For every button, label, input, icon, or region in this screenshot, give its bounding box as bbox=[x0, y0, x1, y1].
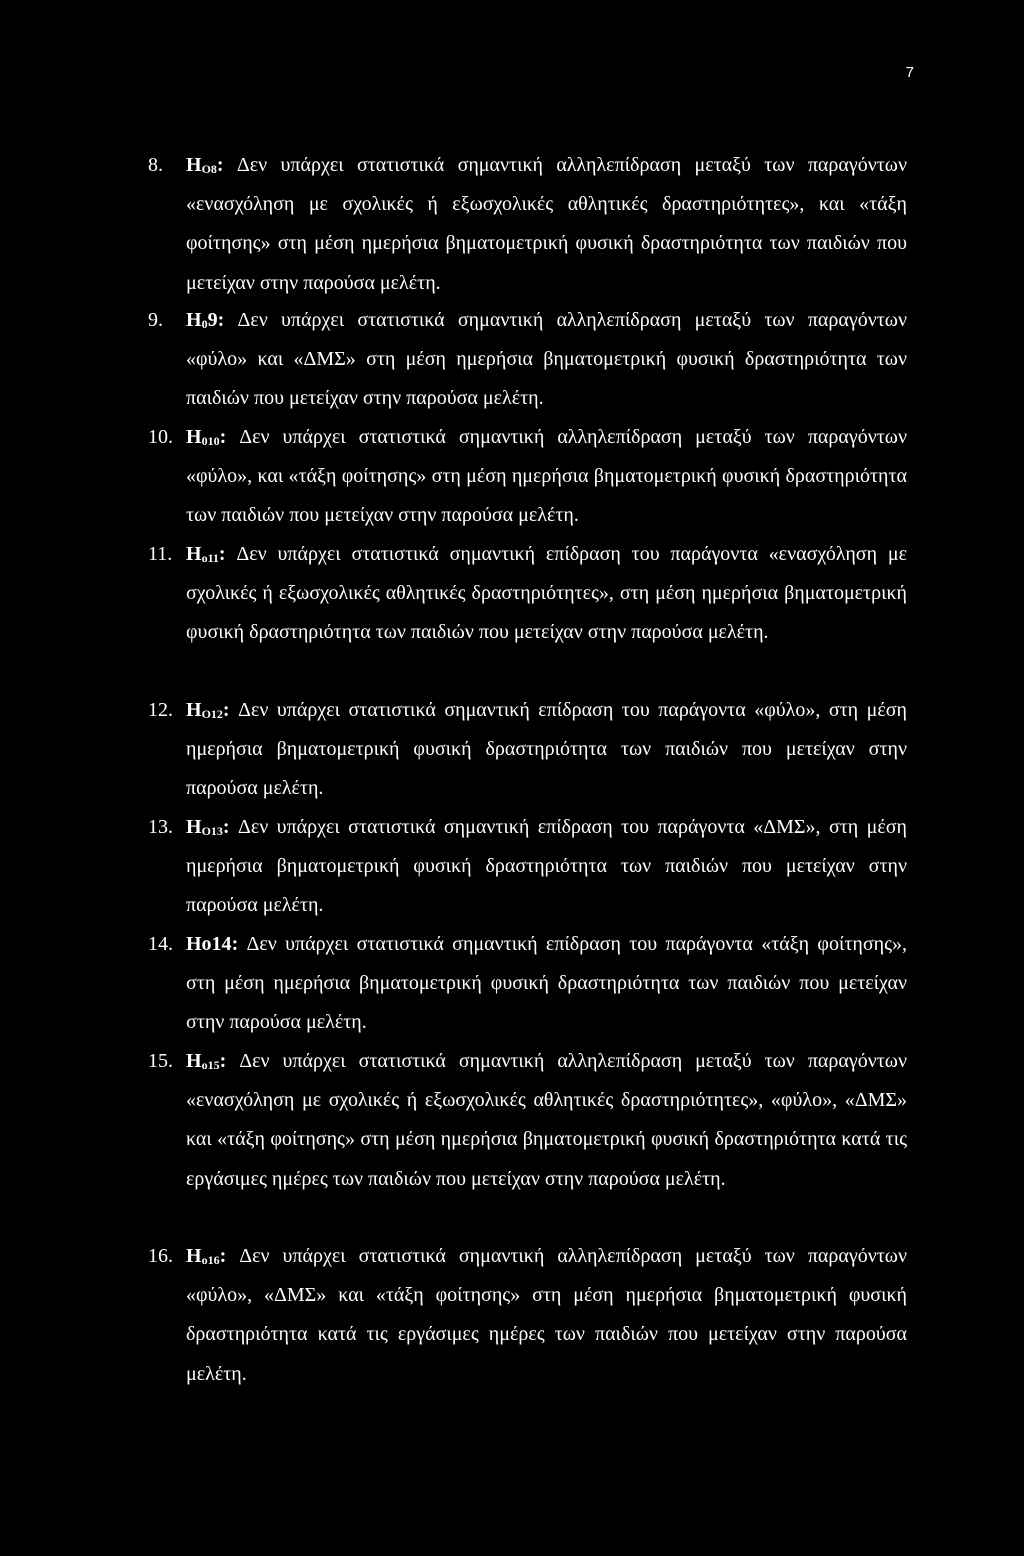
list-item-hypothesis-16 bbox=[148, 1237, 907, 1394]
hypothesis-subscript: O8 bbox=[201, 162, 217, 176]
hypothesis-code: $H_{O8}$: bbox=[186, 154, 224, 176]
hypothesis-subscript: O13 bbox=[201, 824, 223, 838]
hypothesis-text: Δεν υπάρχει στατιστικά σημαντική αλληλεπίδραση μεταξύ των παραγόντων «φύλο» και «ΔΜΣ» στη μέση ημερήσια βηματομετρική φυσική δραστηριότητα των παιδιών που μετείχαν στην παρούσα μελέτη. bbox=[186, 309, 907, 410]
hypothesis-code: $H_09$: bbox=[186, 309, 225, 331]
hypothesis-subscript: o11 bbox=[201, 551, 219, 565]
list-item-text-block bbox=[186, 1042, 907, 1199]
list-item-hypothesis-9 bbox=[148, 301, 907, 419]
list-item-hypothesis-11 bbox=[148, 535, 907, 653]
hypothesis-text: Δεν υπάρχει στατιστικά σημαντική αλληλεπίδραση μεταξύ των παραγόντων «ενασχόληση με σχολικές ή εξωσχολικές αθλητικές δραστηριότητες», και «τάξη φοίτησης» στη μέση ημερήσια βηματομετρική φυσική δραστηριότητα των παιδιών που μετείχαν στην παρούσα μελέτη. bbox=[186, 154, 907, 294]
list-item-text-block bbox=[186, 1237, 907, 1394]
list-item-number: 13. bbox=[148, 816, 173, 838]
hypothesis-code: $H_{O12}$: bbox=[186, 699, 230, 721]
hypothesis-subscript: 010 bbox=[201, 434, 220, 448]
list-item-number: 8. bbox=[148, 154, 163, 176]
hypothesis-code: $H_{O13}$: bbox=[186, 816, 230, 838]
list-item-number: 11. bbox=[148, 543, 173, 565]
hypothesis-code: $H_{o15}$: bbox=[186, 1050, 227, 1072]
list-item-number: 16. bbox=[148, 1245, 173, 1267]
list-item-hypothesis-8 bbox=[148, 146, 907, 303]
hypothesis-code: $H_{o16}$: bbox=[186, 1245, 227, 1267]
hypothesis-text: Δεν υπάρχει στατιστικά σημαντική επίδραση του παράγοντα «φύλο», στη μέση ημερήσια βηματομετρική φυσική δραστηριότητα των παιδιών που μετείχαν στην παρούσα μελέτη. bbox=[186, 699, 907, 800]
list-item-number: 12. bbox=[148, 699, 173, 721]
hypothesis-text: Δεν υπάρχει στατιστικά σημαντική αλληλεπίδραση μεταξύ των παραγόντων «φύλο», «ΔΜΣ» και «τάξη φοίτησης» στη μέση ημερήσια βηματομετρική φυσική δραστηριότητα κατά τις εργάσιμες ημέρες των παιδιών που μετείχαν στην παρούσα μελέτη. bbox=[186, 1245, 907, 1385]
list-item-number: 9. bbox=[148, 309, 163, 331]
hypothesis-text: Δεν υπάρχει στατιστικά σημαντική επίδραση του παράγοντα «ΔΜΣ», στη μέση ημερήσια βηματομετρική φυσική δραστηριότητα των παιδιών που μετείχαν στην παρούσα μελέτη. bbox=[186, 816, 907, 917]
list-item-number: 15. bbox=[148, 1050, 173, 1072]
list-item-text-block bbox=[186, 925, 907, 1043]
hypothesis-text: Δεν υπάρχει στατιστικά σημαντική αλληλεπίδραση μεταξύ των παραγόντων «φύλο», και «τάξη φοίτησης» στη μέση ημερήσια βηματομετρική φυσική δραστηριότητα των παιδιών που μετείχαν στην παρούσα μελέτη. bbox=[186, 426, 907, 527]
list-item-hypothesis-13 bbox=[148, 808, 907, 926]
hypothesis-code: $H_{010}$: bbox=[186, 426, 227, 448]
hypothesis-code: Ho14: bbox=[186, 933, 239, 955]
list-item-text-block bbox=[186, 535, 907, 653]
hypothesis-subscript: o15 bbox=[201, 1058, 220, 1072]
list-item-hypothesis-10 bbox=[148, 418, 907, 536]
list-item-number: 14. bbox=[148, 933, 173, 955]
list-item-text-block bbox=[186, 146, 907, 303]
hypothesis-subscript: 0 bbox=[201, 317, 208, 331]
list-item-hypothesis-12 bbox=[148, 691, 907, 809]
hypothesis-text: Δεν υπάρχει στατιστικά σημαντική επίδραση του παράγοντα «ενασχόληση με σχολικές ή εξωσχολικές αθλητικές δραστηριότητες», στη μέση ημερήσια βηματομετρική φυσική δραστηριότητα των παιδιών που μετείχαν στην παρούσα μελέτη. bbox=[186, 543, 907, 644]
list-item-number: 10. bbox=[148, 426, 173, 448]
list-item-text-block bbox=[186, 808, 907, 926]
list-item-text-block bbox=[186, 301, 907, 419]
list-item-text-block bbox=[186, 691, 907, 809]
hypothesis-subscript: o16 bbox=[201, 1253, 220, 1267]
hypothesis-code: $H_{o11}$: bbox=[186, 543, 226, 565]
list-item-hypothesis-14 bbox=[148, 925, 907, 1043]
hypothesis-text: Δεν υπάρχει στατιστικά σημαντική επίδραση του παράγοντα «τάξη φοίτησης», στη μέση ημερήσια βηματομετρική φυσική δραστηριότητα των παιδιών που μετείχαν στην παρούσα μελέτη. bbox=[186, 933, 907, 1034]
page-number: 7 bbox=[905, 64, 914, 81]
list-item-text-block bbox=[186, 418, 907, 536]
hypothesis-subscript: O12 bbox=[201, 707, 223, 721]
list-item-hypothesis-15 bbox=[148, 1042, 907, 1199]
hypothesis-text: Δεν υπάρχει στατιστικά σημαντική αλληλεπίδραση μεταξύ των παραγόντων «ενασχόληση με σχολικές ή εξωσχολικές αθλητικές δραστηριότητες», «φύλο», «ΔΜΣ» και «τάξη φοίτησης» στη μέση ημερήσια βηματομετρική φυσική δραστηριότητα κατά τις εργάσιμες ημέρες των παιδιών που μετείχαν στην παρούσα μελέτη. bbox=[186, 1050, 907, 1190]
